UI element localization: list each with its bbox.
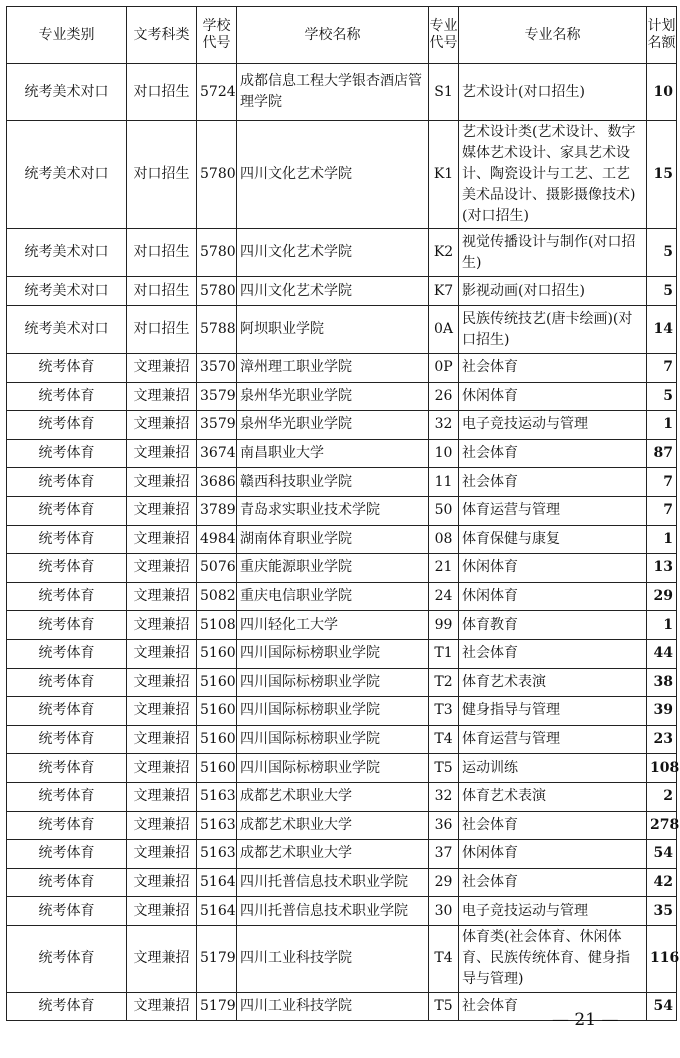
- category-cell: 统考美术对口: [7, 306, 127, 354]
- major-code-cell: 08: [429, 525, 459, 554]
- major-code-cell: 0A: [429, 306, 459, 354]
- quota-cell: 14: [647, 306, 677, 354]
- major-name-cell: 运动训练: [459, 754, 647, 783]
- major-code-cell: 32: [429, 411, 459, 440]
- quota-cell: 2: [647, 782, 677, 811]
- quota-cell: 13: [647, 554, 677, 583]
- school-name-cell: 南昌职业大学: [237, 439, 429, 468]
- school-name-cell: 泉州华光职业学院: [237, 382, 429, 411]
- subject-cell: 文理兼招: [127, 754, 197, 783]
- major-code-cell: T4: [429, 925, 459, 992]
- major-name-cell: 体育类(社会体育、休闲体育、民族传统体育、健身指导与管理): [459, 925, 647, 992]
- major-name-cell: 休闲体育: [459, 582, 647, 611]
- quota-cell: 39: [647, 697, 677, 726]
- quota-cell: 54: [647, 840, 677, 869]
- major-code-cell: 32: [429, 782, 459, 811]
- major-name-cell: 艺术设计类(艺术设计、数字媒体艺术设计、家具艺术设计、陶瓷设计与工艺、工艺美术品设计、摄影摄像技术)(对口招生): [459, 121, 647, 229]
- subject-cell: 文理兼招: [127, 439, 197, 468]
- major-name-cell: 电子竞技运动与管理: [459, 411, 647, 440]
- school-name-cell: 成都艺术职业大学: [237, 782, 429, 811]
- school-name-cell: 四川工业科技学院: [237, 992, 429, 1021]
- school-name-cell: 四川托普信息技术职业学院: [237, 897, 429, 926]
- quota-cell: 35: [647, 897, 677, 926]
- school-code-cell: 5163: [197, 782, 237, 811]
- school-code-cell: 3570: [197, 354, 237, 383]
- category-cell: 统考体育: [7, 611, 127, 640]
- major-code-cell: 29: [429, 868, 459, 897]
- subject-cell: 文理兼招: [127, 496, 197, 525]
- subject-cell: 对口招生: [127, 277, 197, 306]
- table-row: [7, 639, 677, 668]
- school-name-cell: 四川国际标榜职业学院: [237, 754, 429, 783]
- category-cell: 统考体育: [7, 725, 127, 754]
- major-name-cell: 艺术设计(对口招生): [459, 64, 647, 121]
- subject-cell: 文理兼招: [127, 897, 197, 926]
- major-code-cell: 99: [429, 611, 459, 640]
- quota-cell: 29: [647, 582, 677, 611]
- subject-cell: 对口招生: [127, 306, 197, 354]
- school-name-cell: 四川工业科技学院: [237, 925, 429, 992]
- school-name-cell: 四川国际标榜职业学院: [237, 668, 429, 697]
- quota-cell: 10: [647, 64, 677, 121]
- school-code-cell: 3674: [197, 439, 237, 468]
- table-row: [7, 868, 677, 897]
- table-row: [7, 277, 677, 306]
- quota-cell: 278: [647, 811, 677, 840]
- header-category: 专业类别: [7, 7, 127, 64]
- header-school-code: 学校代号: [197, 7, 237, 64]
- subject-cell: 文理兼招: [127, 468, 197, 497]
- major-code-cell: K7: [429, 277, 459, 306]
- school-code-cell: 5108: [197, 611, 237, 640]
- subject-cell: 文理兼招: [127, 668, 197, 697]
- quota-cell: 54: [647, 992, 677, 1021]
- quota-cell: 1: [647, 525, 677, 554]
- major-name-cell: 民族传统技艺(唐卡绘画)(对口招生): [459, 306, 647, 354]
- major-name-cell: 社会体育: [459, 439, 647, 468]
- subject-cell: 文理兼招: [127, 868, 197, 897]
- quota-cell: 42: [647, 868, 677, 897]
- major-name-cell: 体育艺术表演: [459, 782, 647, 811]
- subject-cell: 文理兼招: [127, 840, 197, 869]
- category-cell: 统考体育: [7, 754, 127, 783]
- quota-cell: 38: [647, 668, 677, 697]
- quota-cell: 108: [647, 754, 677, 783]
- table-row: [7, 668, 677, 697]
- major-name-cell: 体育运营与管理: [459, 725, 647, 754]
- school-name-cell: 成都艺术职业大学: [237, 811, 429, 840]
- quota-cell: 7: [647, 496, 677, 525]
- major-code-cell: 36: [429, 811, 459, 840]
- major-code-cell: 10: [429, 439, 459, 468]
- table-row: [7, 754, 677, 783]
- school-code-cell: 5164: [197, 868, 237, 897]
- major-name-cell: 社会体育: [459, 468, 647, 497]
- school-code-cell: 5160: [197, 697, 237, 726]
- school-code-cell: 5163: [197, 811, 237, 840]
- category-cell: 统考体育: [7, 697, 127, 726]
- school-name-cell: 赣西科技职业学院: [237, 468, 429, 497]
- table-row: [7, 697, 677, 726]
- subject-cell: 文理兼招: [127, 925, 197, 992]
- school-code-cell: 5160: [197, 668, 237, 697]
- subject-cell: 文理兼招: [127, 582, 197, 611]
- school-code-cell: 5179: [197, 992, 237, 1021]
- school-name-cell: 成都信息工程大学银杏酒店管理学院: [237, 64, 429, 121]
- quota-cell: 1: [647, 411, 677, 440]
- school-name-cell: 四川国际标榜职业学院: [237, 697, 429, 726]
- subject-cell: 文理兼招: [127, 354, 197, 383]
- major-name-cell: 休闲体育: [459, 554, 647, 583]
- major-code-cell: 24: [429, 582, 459, 611]
- subject-cell: 对口招生: [127, 121, 197, 229]
- school-name-cell: 四川文化艺术学院: [237, 229, 429, 277]
- subject-cell: 对口招生: [127, 64, 197, 121]
- category-cell: 统考体育: [7, 439, 127, 468]
- header-row: [7, 7, 677, 64]
- major-code-cell: 30: [429, 897, 459, 926]
- major-name-cell: 影视动画(对口招生): [459, 277, 647, 306]
- school-name-cell: 青岛求实职业技术学院: [237, 496, 429, 525]
- quota-cell: 1: [647, 611, 677, 640]
- table-row: [7, 782, 677, 811]
- admission-plan-table: [6, 6, 680, 1021]
- school-code-cell: 5788: [197, 306, 237, 354]
- school-name-cell: 四川轻化工大学: [237, 611, 429, 640]
- school-name-cell: 重庆能源职业学院: [237, 554, 429, 583]
- quota-cell: 5: [647, 382, 677, 411]
- school-name-cell: 四川文化艺术学院: [237, 121, 429, 229]
- quota-cell: 7: [647, 468, 677, 497]
- school-name-cell: 四川国际标榜职业学院: [237, 725, 429, 754]
- subject-cell: 文理兼招: [127, 992, 197, 1021]
- table-row: [7, 229, 677, 277]
- category-cell: 统考体育: [7, 525, 127, 554]
- major-code-cell: 0P: [429, 354, 459, 383]
- category-cell: 统考体育: [7, 868, 127, 897]
- category-cell: 统考体育: [7, 411, 127, 440]
- table-row: [7, 496, 677, 525]
- school-code-cell: 5179: [197, 925, 237, 992]
- school-code-cell: 5160: [197, 639, 237, 668]
- header-major-code: 专业代号: [429, 7, 459, 64]
- category-cell: 统考体育: [7, 811, 127, 840]
- table-body: [7, 64, 680, 1021]
- school-name-cell: 阿坝职业学院: [237, 306, 429, 354]
- subject-cell: 文理兼招: [127, 782, 197, 811]
- quota-cell: 5: [647, 277, 677, 306]
- category-cell: 统考体育: [7, 382, 127, 411]
- quota-cell: 87: [647, 439, 677, 468]
- school-code-cell: 5160: [197, 725, 237, 754]
- quota-cell: 44: [647, 639, 677, 668]
- subject-cell: 文理兼招: [127, 411, 197, 440]
- category-cell: 统考体育: [7, 840, 127, 869]
- major-name-cell: 体育运营与管理: [459, 496, 647, 525]
- major-code-cell: 26: [429, 382, 459, 411]
- school-code-cell: 5724: [197, 64, 237, 121]
- table-row: [7, 439, 677, 468]
- major-code-cell: T3: [429, 697, 459, 726]
- category-cell: 统考体育: [7, 639, 127, 668]
- major-name-cell: 社会体育: [459, 639, 647, 668]
- subject-cell: 文理兼招: [127, 611, 197, 640]
- major-name-cell: 社会体育: [459, 811, 647, 840]
- table-row: [7, 306, 677, 354]
- header-major-name: 专业名称: [459, 7, 647, 64]
- category-cell: 统考体育: [7, 992, 127, 1021]
- category-cell: 统考体育: [7, 582, 127, 611]
- major-name-cell: 体育保健与康复: [459, 525, 647, 554]
- category-cell: 统考体育: [7, 782, 127, 811]
- school-code-cell: 5164: [197, 897, 237, 926]
- table-row: [7, 468, 677, 497]
- school-code-cell: 5082: [197, 582, 237, 611]
- school-code-cell: 5780: [197, 229, 237, 277]
- school-code-cell: 3686: [197, 468, 237, 497]
- category-cell: 统考体育: [7, 468, 127, 497]
- major-name-cell: 体育教育: [459, 611, 647, 640]
- table-row: [7, 840, 677, 869]
- major-code-cell: K1: [429, 121, 459, 229]
- table-row: [7, 354, 677, 383]
- major-code-cell: 50: [429, 496, 459, 525]
- category-cell: 统考体育: [7, 496, 127, 525]
- school-code-cell: 5163: [197, 840, 237, 869]
- category-cell: 统考美术对口: [7, 277, 127, 306]
- category-cell: 统考美术对口: [7, 229, 127, 277]
- major-code-cell: T4: [429, 725, 459, 754]
- subject-cell: 文理兼招: [127, 811, 197, 840]
- school-name-cell: 湖南体育职业学院: [237, 525, 429, 554]
- table-row: [7, 897, 677, 926]
- category-cell: 统考美术对口: [7, 121, 127, 229]
- school-name-cell: 泉州华光职业学院: [237, 411, 429, 440]
- subject-cell: 文理兼招: [127, 725, 197, 754]
- table-row: [7, 411, 677, 440]
- page-number: — 21 —: [552, 1010, 619, 1030]
- major-name-cell: 体育艺术表演: [459, 668, 647, 697]
- table-row: [7, 611, 677, 640]
- category-cell: 统考体育: [7, 897, 127, 926]
- quota-cell: 15: [647, 121, 677, 229]
- table-row: [7, 121, 677, 229]
- school-code-cell: 4984: [197, 525, 237, 554]
- table-row: [7, 64, 677, 121]
- subject-cell: 文理兼招: [127, 639, 197, 668]
- major-code-cell: T5: [429, 992, 459, 1021]
- major-code-cell: 37: [429, 840, 459, 869]
- quota-cell: 7: [647, 354, 677, 383]
- header-subject: 文考科类: [127, 7, 197, 64]
- category-cell: 统考体育: [7, 668, 127, 697]
- quota-cell: 5: [647, 229, 677, 277]
- subject-cell: 文理兼招: [127, 525, 197, 554]
- major-name-cell: 健身指导与管理: [459, 697, 647, 726]
- subject-cell: 文理兼招: [127, 382, 197, 411]
- major-code-cell: K2: [429, 229, 459, 277]
- table-row: [7, 554, 677, 583]
- major-code-cell: 21: [429, 554, 459, 583]
- table-row: [7, 382, 677, 411]
- major-name-cell: 休闲体育: [459, 840, 647, 869]
- table-row: [7, 582, 677, 611]
- major-code-cell: T5: [429, 754, 459, 783]
- school-name-cell: 四川国际标榜职业学院: [237, 639, 429, 668]
- subject-cell: 文理兼招: [127, 697, 197, 726]
- table-row: [7, 725, 677, 754]
- category-cell: 统考美术对口: [7, 64, 127, 121]
- table-row: [7, 525, 677, 554]
- major-name-cell: 电子竞技运动与管理: [459, 897, 647, 926]
- subject-cell: 文理兼招: [127, 554, 197, 583]
- school-code-cell: 3579: [197, 411, 237, 440]
- major-code-cell: S1: [429, 64, 459, 121]
- quota-cell: 23: [647, 725, 677, 754]
- major-name-cell: 休闲体育: [459, 382, 647, 411]
- major-code-cell: T2: [429, 668, 459, 697]
- major-code-cell: 11: [429, 468, 459, 497]
- category-cell: 统考体育: [7, 354, 127, 383]
- quota-cell: 116: [647, 925, 677, 992]
- school-name-cell: 四川文化艺术学院: [237, 277, 429, 306]
- school-code-cell: 5780: [197, 277, 237, 306]
- school-name-cell: 漳州理工职业学院: [237, 354, 429, 383]
- school-name-cell: 四川托普信息技术职业学院: [237, 868, 429, 897]
- major-name-cell: 社会体育: [459, 354, 647, 383]
- school-code-cell: 3789: [197, 496, 237, 525]
- major-code-cell: T1: [429, 639, 459, 668]
- table-row: [7, 811, 677, 840]
- subject-cell: 对口招生: [127, 229, 197, 277]
- table-row: [7, 925, 677, 992]
- header-quota: 计划名额: [647, 7, 677, 64]
- category-cell: 统考体育: [7, 554, 127, 583]
- school-code-cell: 3579: [197, 382, 237, 411]
- major-name-cell: 视觉传播设计与制作(对口招生): [459, 229, 647, 277]
- school-code-cell: 5780: [197, 121, 237, 229]
- school-name-cell: 成都艺术职业大学: [237, 840, 429, 869]
- header-school-name: 学校名称: [237, 7, 429, 64]
- school-name-cell: 重庆电信职业学院: [237, 582, 429, 611]
- category-cell: 统考体育: [7, 925, 127, 992]
- school-code-cell: 5076: [197, 554, 237, 583]
- major-name-cell: 社会体育: [459, 868, 647, 897]
- school-code-cell: 5160: [197, 754, 237, 783]
- major-name-cell: 社会体育: [459, 992, 647, 1021]
